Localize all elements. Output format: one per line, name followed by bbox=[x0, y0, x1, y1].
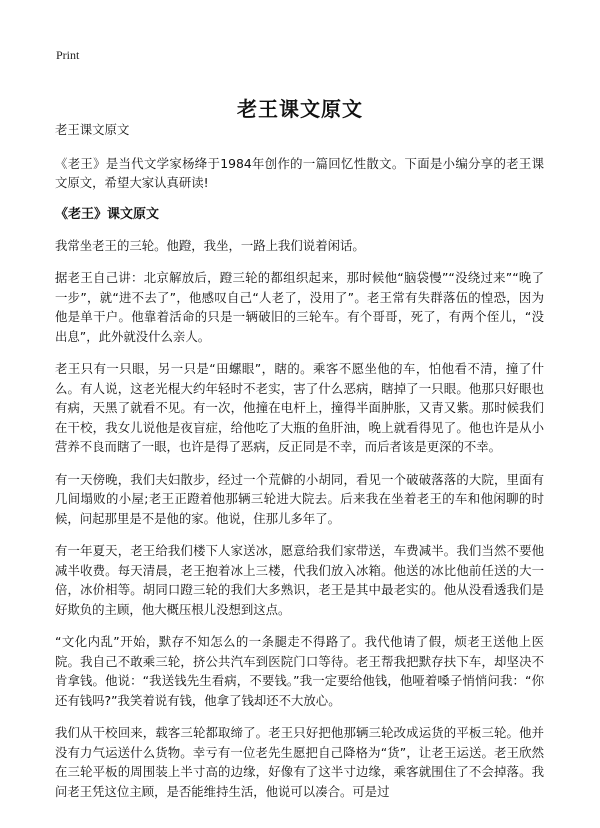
page-title: 老王课文原文 bbox=[237, 97, 363, 122]
paragraph: 有一年夏天，老王给我们楼下人家送冰，愿意给我们家带送，车费减半。我们当然不要他减半收费。每天清晨，老王抱着冰上三楼，代我们放入冰箱。他送的冰比他前任送的大一倍，冰价相等。胡同口蹬三轮的我们大多熟识，老王是其中最老实的。他从没看透我们是好欺负的主顾，他大概压根儿没想到这点。 bbox=[55, 543, 544, 617]
section-heading: 《老王》课文原文 bbox=[55, 206, 160, 222]
paragraph: 据老王自己讲：北京解放后，蹬三轮的都组织起来，那时候他“脑袋慢”“没绕过来”“晚了一步”，就“进不去了”，他感叹自己“人老了，没用了”。老王常有失群落伍的惶恐，因为他是单干户。他靠着活命的只是一辆破旧的三轮车。有个哥哥，死了，有两个侄儿，“没出息”，此外就没什么亲人。 bbox=[55, 270, 544, 344]
article-subtitle: 老王课文原文 bbox=[55, 122, 130, 137]
paragraph: 有一天傍晚，我们夫妇散步，经过一个荒僻的小胡同，看见一个破破落落的大院，里面有几间塌败的小屋;老王正蹬着他那辆三轮进大院去。后来我在坐着老王的车和他闲聊的时候，问起那里是不是他的家。他说，住那儿多年了。 bbox=[55, 471, 544, 526]
paragraph: “文化内乱”开始，默存不知怎么的一条腿走不得路了。我代他请了假，烦老王送他上医院。我自己不敢乘三轮，挤公共汽车到医院门口等待。老王帮我把默存扶下车，却坚决不肯拿钱。他说：“我送钱先生看病，不要钱。”我一定要给他钱，他哑着嗓子悄悄问我：“你还有钱吗?”我笑着说有钱，他拿了钱却还不大放心。 bbox=[55, 634, 544, 708]
intro-paragraph: 《老王》是当代文学家杨绛于1984年创作的一篇回忆性散文。下面是小编分享的老王课文原文，希望大家认真研读! bbox=[55, 155, 544, 190]
paragraph: 老王只有一只眼，另一只是“田螺眼”，瞎的。乘客不愿坐他的车，怕他看不清，撞了什么。有人说，这老光棍大约年轻时不老实，害了什么恶病，瞎掉了一只眼。他那只好眼也有病，天黑了就看不见。有一次，他撞在电杆上，撞得半面肿胀，又青又紫。那时候我们在干校，我女儿说他是夜盲症，给他吃了大瓶的鱼肝油，晚上就看得见了。他也许是从小营养不良而瞎了一眼，也许是得了恶病，反正同是不幸，而后者该是更深的不幸。 bbox=[55, 361, 544, 454]
print-link[interactable]: Print bbox=[56, 48, 80, 62]
article-body bbox=[55, 120, 544, 814]
paragraph: 我们从干校回来，载客三轮都取缔了。老王只好把他那辆三轮改成运货的平板三轮。他并没有力气运送什么货物。幸亏有一位老先生愿把自己降格为“货”，让老王运送。老王欣然在三轮平板的周围装上半寸高的边缘，好像有了这半寸边缘，乘客就围住了不会掉落。我问老王凭这位主顾，是否能维持生活，他说可以凑合。可是过 bbox=[55, 725, 544, 799]
paragraph: 我常坐老王的三轮。他蹬，我坐，一路上我们说着闲话。 bbox=[55, 237, 365, 253]
